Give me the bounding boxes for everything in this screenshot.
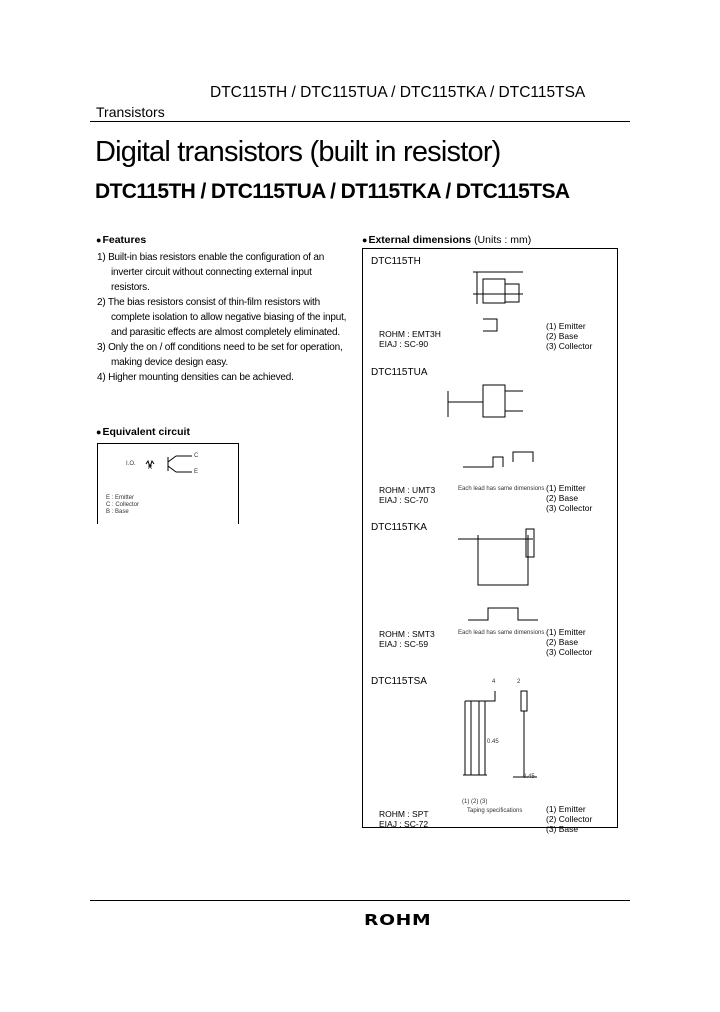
footer-divider <box>90 900 630 901</box>
rohm-code: ROHM : SMT3 <box>379 629 435 639</box>
package-drawing-umt3 <box>443 377 553 482</box>
package-note: Taping specifications <box>467 808 523 814</box>
equivalent-circuit-heading: ● Equivalent circuit <box>96 426 190 438</box>
circuit-r-label: R <box>148 465 153 471</box>
dimensions-heading-text: External dimensions <box>368 234 472 246</box>
circuit-e-label: E <box>194 469 199 475</box>
rohm-logo: ROHM <box>364 911 432 929</box>
pin-1: (1) Emitter <box>546 483 586 493</box>
pin-list <box>546 804 592 834</box>
rohm-code: ROHM : EMT3H <box>379 329 441 339</box>
feature-item: 3) Only the on / off conditions need to be set for operation, making device design easy. <box>97 342 343 368</box>
package-note: Each lead has same dimensions <box>458 630 545 636</box>
pin-1: (1) Emitter <box>546 321 586 331</box>
package-name: DTC115TUA <box>371 367 428 378</box>
features-heading: ● Features <box>96 234 146 246</box>
package-note: Each lead has same dimensions <box>458 486 545 492</box>
pin-list <box>546 483 592 513</box>
pin-list <box>546 321 592 351</box>
legend-collector: C : Collector <box>106 502 140 508</box>
rohm-code: ROHM : SPT <box>379 809 429 819</box>
legend-base: B : Base <box>106 509 129 515</box>
dimensions-heading <box>362 234 531 246</box>
package-name: DTC115TSA <box>371 676 427 687</box>
pin-list <box>546 627 592 657</box>
package-rohm <box>379 809 429 829</box>
dim-label: 4 <box>492 679 496 685</box>
feature-item: 4) Higher mounting densities can be achieved. <box>97 372 294 383</box>
header-category: Transistors <box>96 104 165 120</box>
dimensions-panel <box>362 248 618 834</box>
pin-1: (1) Emitter <box>546 804 586 814</box>
package-name: DTC115TKA <box>371 522 427 533</box>
dim-label: 2 <box>517 679 521 685</box>
pin-3: (3) Collector <box>546 647 593 657</box>
circuit-input-label: I.O. <box>126 461 136 467</box>
rohm-code: ROHM : UMT3 <box>379 485 436 495</box>
circuit-legend <box>106 495 139 516</box>
features-list <box>97 250 347 385</box>
pin-2: (2) Collector <box>546 814 593 824</box>
header-divider <box>90 121 630 122</box>
page-subtitle: DTC115TH / DTC115TUA / DT115TKA / DTC115TSA <box>95 180 570 203</box>
pin-1: (1) Emitter <box>546 627 586 637</box>
eiaj-code: EIAJ : SC-59 <box>379 639 429 649</box>
package-drawing-smt3 <box>448 525 558 625</box>
dim-label: 0.45 <box>487 739 499 745</box>
feature-item: 1) Built-in bias resistors enable the configuration of an inverter circuit without connecting external input resistors. <box>97 252 325 293</box>
package-drawing-spt <box>453 685 553 795</box>
pin-3: (3) Collector <box>546 503 593 513</box>
header-part-numbers: DTC115TH / DTC115TUA / DTC115TKA / DTC115TSA <box>210 84 586 101</box>
package-rohm <box>379 329 441 349</box>
transistor-symbol <box>138 452 218 482</box>
eiaj-code: EIAJ : SC-90 <box>379 339 429 349</box>
pin-2: (2) Base <box>546 493 579 503</box>
eiaj-code: EIAJ : SC-70 <box>379 495 429 505</box>
package-name: DTC115TH <box>371 256 421 267</box>
pin-2: (2) Base <box>546 637 579 647</box>
package-rohm <box>379 485 435 505</box>
legend-emitter: E : Emitter <box>106 495 135 501</box>
eiaj-code: EIAJ : SC-72 <box>379 819 429 829</box>
pin-3: (3) Base <box>546 824 579 834</box>
dim-label: 0.45 <box>523 774 535 780</box>
pin-3: (3) Collector <box>546 341 593 351</box>
pin-2: (2) Base <box>546 331 579 341</box>
package-rohm <box>379 629 435 649</box>
dimensions-units: (Units : mm) <box>474 234 532 246</box>
package-drawing-emt3h <box>463 264 543 339</box>
pin-numbers: (1) (2) (3) <box>462 799 488 805</box>
circuit-c-label: C <box>194 453 199 459</box>
page-title: Digital transistors (built in resistor) <box>95 136 501 168</box>
equivalent-circuit-box <box>97 443 239 524</box>
feature-item: 2) The bias resistors consist of thin-film resistors with complete isolation to allow negative biasing of the input, and parasitic effects are almost completely eliminated. <box>97 297 347 338</box>
